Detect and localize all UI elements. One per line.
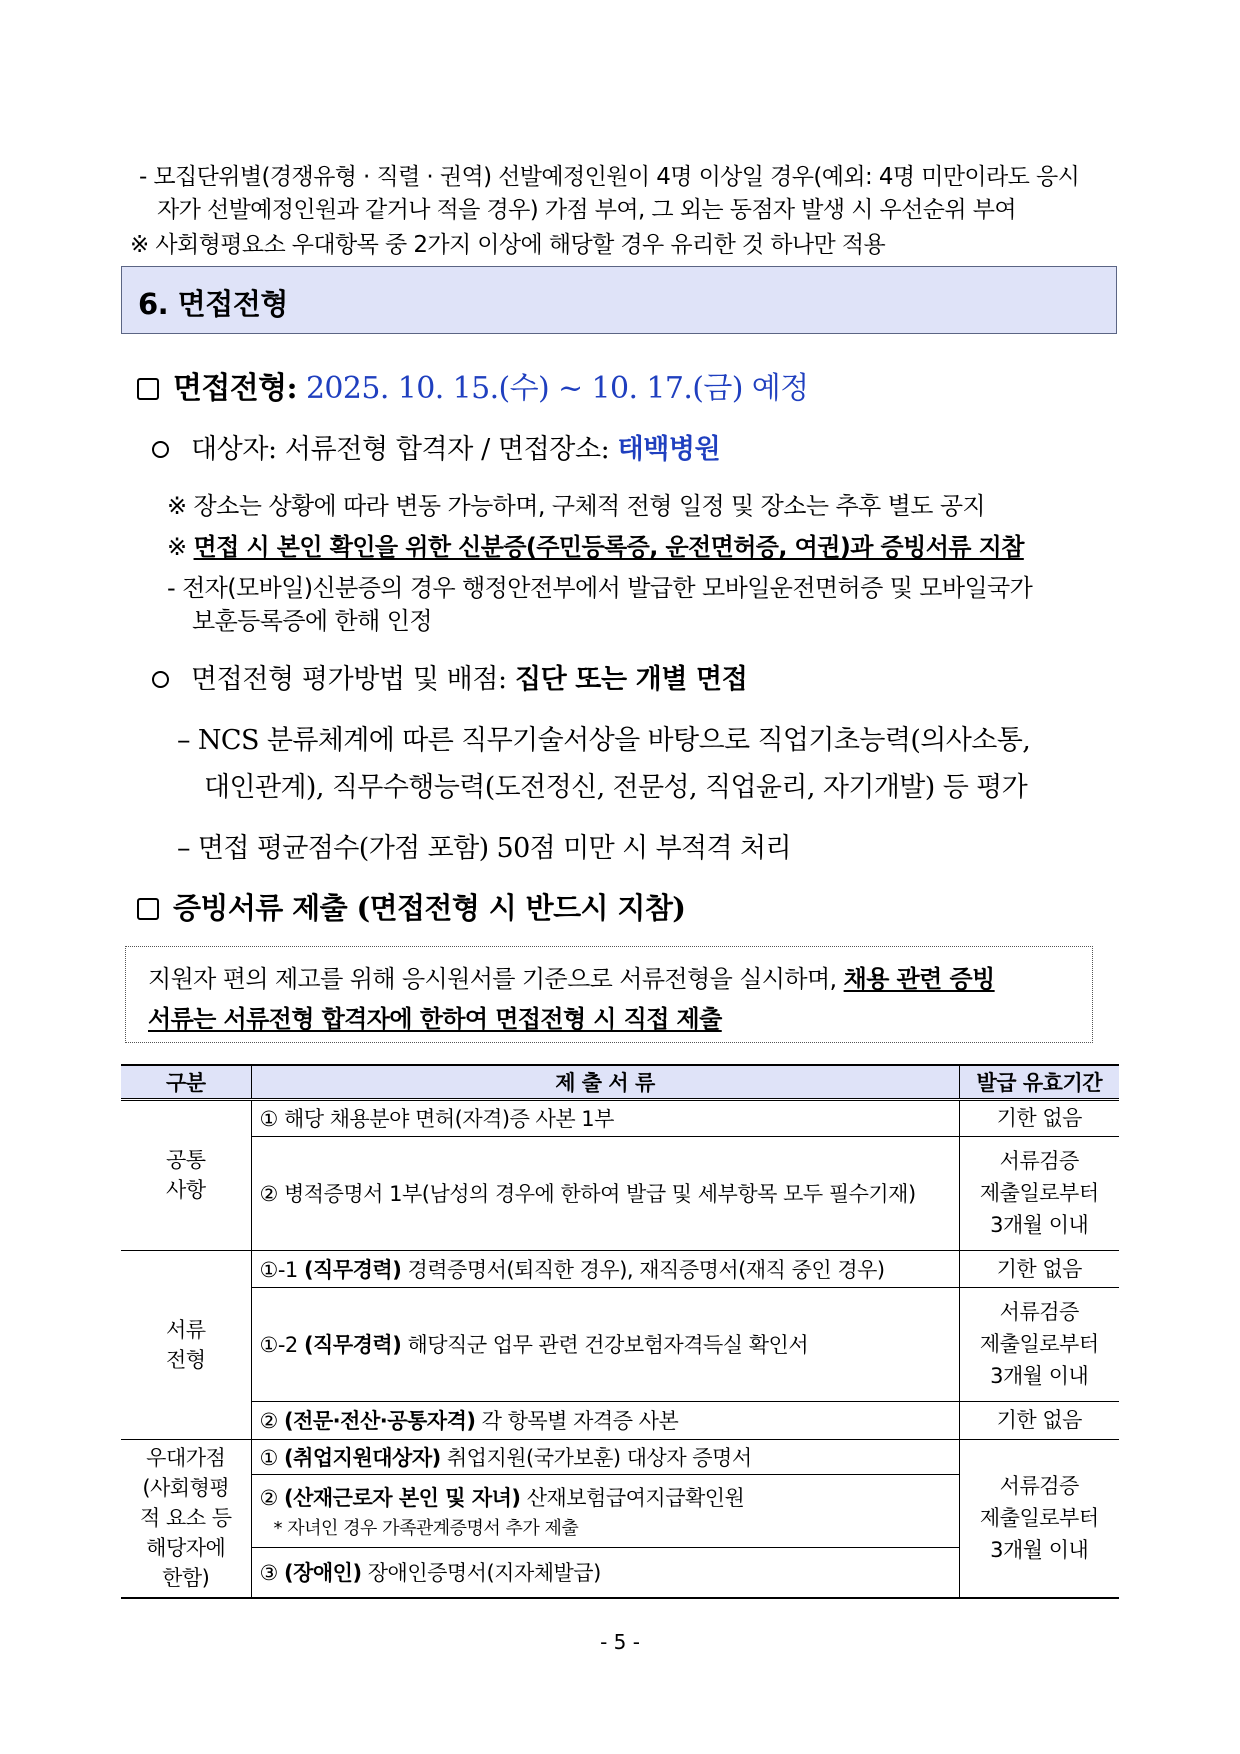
validity: 기한 없음	[959, 1099, 1119, 1136]
table-row	[121, 1099, 1119, 1136]
checkbox-square-icon	[137, 898, 159, 920]
mobile-id-note-2: 보훈등록증에 한해 인정	[192, 607, 432, 635]
category-common: 공통 사항	[121, 1099, 251, 1250]
mobile-id-note-1: - 전자(모바일)신분증의 경우 행정안전부에서 발급한 모바일운전면허증 및 모바일국가	[167, 574, 1033, 602]
target-line	[152, 427, 720, 466]
table-row	[121, 1136, 1119, 1250]
ncs-line-1: – NCS 분류체계에 따른 직무기술서상을 바탕으로 직업기초능력(의사소통,	[177, 725, 1031, 756]
section-header	[121, 266, 1117, 334]
table-row	[121, 1401, 1119, 1439]
interview-label: 면접전형:	[173, 371, 297, 406]
venue: 태백병원	[617, 434, 721, 465]
documents-table	[121, 1064, 1119, 1599]
ncs-line-2: 대인관계), 직무수행능력(도전정신, 전문성, 직업윤리, 자기개발) 등 평가	[204, 772, 1028, 803]
document-item: ③ (장애인) 장애인증명서(지자체발급)	[251, 1547, 959, 1598]
notice-line-1	[148, 959, 995, 994]
document-item: ①-2 (직무경력) 해당직군 업무 관련 건강보험자격득실 확인서	[251, 1287, 959, 1401]
table-row	[121, 1439, 1119, 1474]
validity: 서류검증 제출일로부터 3개월 이내	[959, 1287, 1119, 1401]
method-value: 집단 또는 개별 면접	[514, 664, 748, 695]
method-label: 면접전형 평가방법 및 배점:	[191, 664, 507, 695]
validity: 서류검증 제출일로부터 3개월 이내	[959, 1136, 1119, 1250]
header-validity: 발급 유효기간	[959, 1065, 1119, 1099]
intro-line-1: - 모집단위별(경쟁유형 · 직렬 · 권역) 선발예정인원이 4명 이상일 경우(예외: 4명 미만이라도 응시	[139, 164, 1080, 190]
document-item: ② 병적증명서 1부(남성의 경우에 한하여 발급 및 세부항목 모두 필수기재)	[251, 1136, 959, 1250]
note-prefix: ※	[167, 533, 194, 561]
intro-note-line: ※ 사회형평요소 우대항목 중 2가지 이상에 해당할 경우 유리한 것 하나만 적용	[130, 232, 886, 258]
interview-date: 2025. 10. 15.(수) ~ 10. 17.(금) 예정	[305, 371, 809, 406]
method-line	[152, 657, 747, 696]
document-item: ① 해당 채용분야 면허(자격)증 사본 1부	[251, 1099, 959, 1136]
header-category: 구분	[121, 1065, 251, 1099]
min-score-line: – 면접 평균점수(가점 포함) 50점 미만 시 부적격 처리	[177, 833, 791, 864]
circle-bullet-icon	[152, 671, 169, 688]
validity: 기한 없음	[959, 1401, 1119, 1439]
documents-heading	[137, 886, 685, 927]
category-screening: 서류 전형	[121, 1250, 251, 1439]
checkbox-square-icon	[137, 378, 159, 400]
documents-heading-text: 증빙서류 제출 (면접전형 시 반드시 지참)	[173, 891, 686, 925]
notice-bold-2: 서류는 서류전형 합격자에 한하여 면접전형 시 직접 제출	[148, 1005, 722, 1033]
sub-note: * 자녀인 경우 가족관계증명서 추가 제출	[273, 1517, 579, 1539]
validity: 기한 없음	[959, 1250, 1119, 1287]
document-item: ② (산재근로자 본인 및 자녀) 산재보험급여지급확인원 * 자녀인 경우 가족관계증명서 추가 제출	[251, 1474, 959, 1547]
category-preferential: 우대가점 (사회형평 적 요소 등 해당자에 한함)	[121, 1439, 251, 1598]
interview-date-line	[137, 363, 809, 407]
intro-line-2: 자가 선발예정인원과 같거나 적을 경우) 가점 부여, 그 외는 동점자 발생 시 우선순위 부여	[157, 197, 1016, 223]
venue-change-note: ※ 장소는 상황에 따라 변동 가능하며, 구체적 전형 일정 및 장소는 추후 별도 공지	[167, 492, 986, 520]
notice-bold-1: 채용 관련 증빙	[843, 965, 995, 993]
target-label: 대상자: 서류전형 합격자 / 면접장소:	[191, 434, 610, 465]
notice-plain: 지원자 편의 제고를 위해 응시원서를 기준으로 서류전형을 실시하며,	[148, 965, 844, 993]
document-item: ② (전문·전산·공통자격) 각 항목별 자격증 사본	[251, 1401, 959, 1439]
table-row	[121, 1287, 1119, 1401]
validity: 서류검증 제출일로부터 3개월 이내	[959, 1439, 1119, 1598]
circle-bullet-icon	[152, 441, 169, 458]
document-item: ① (취업지원대상자) 취업지원(국가보훈) 대상자 증명서	[251, 1439, 959, 1474]
notice-box	[125, 946, 1093, 1043]
page-number: - 5 -	[600, 1630, 640, 1654]
id-required-text: 면접 시 본인 확인을 위한 신분증(주민등록증, 운전면허증, 여권)과 증빙서류 지참	[193, 533, 1024, 561]
document-item: ①-1 (직무경력) 경력증명서(퇴직한 경우), 재직증명서(재직 중인 경우)	[251, 1250, 959, 1287]
section-title: 6. 면접전형	[138, 287, 288, 321]
id-required-note	[167, 527, 1024, 562]
table-header-row	[121, 1065, 1119, 1099]
header-documents: 제 출 서 류	[251, 1065, 959, 1099]
table-row	[121, 1250, 1119, 1287]
